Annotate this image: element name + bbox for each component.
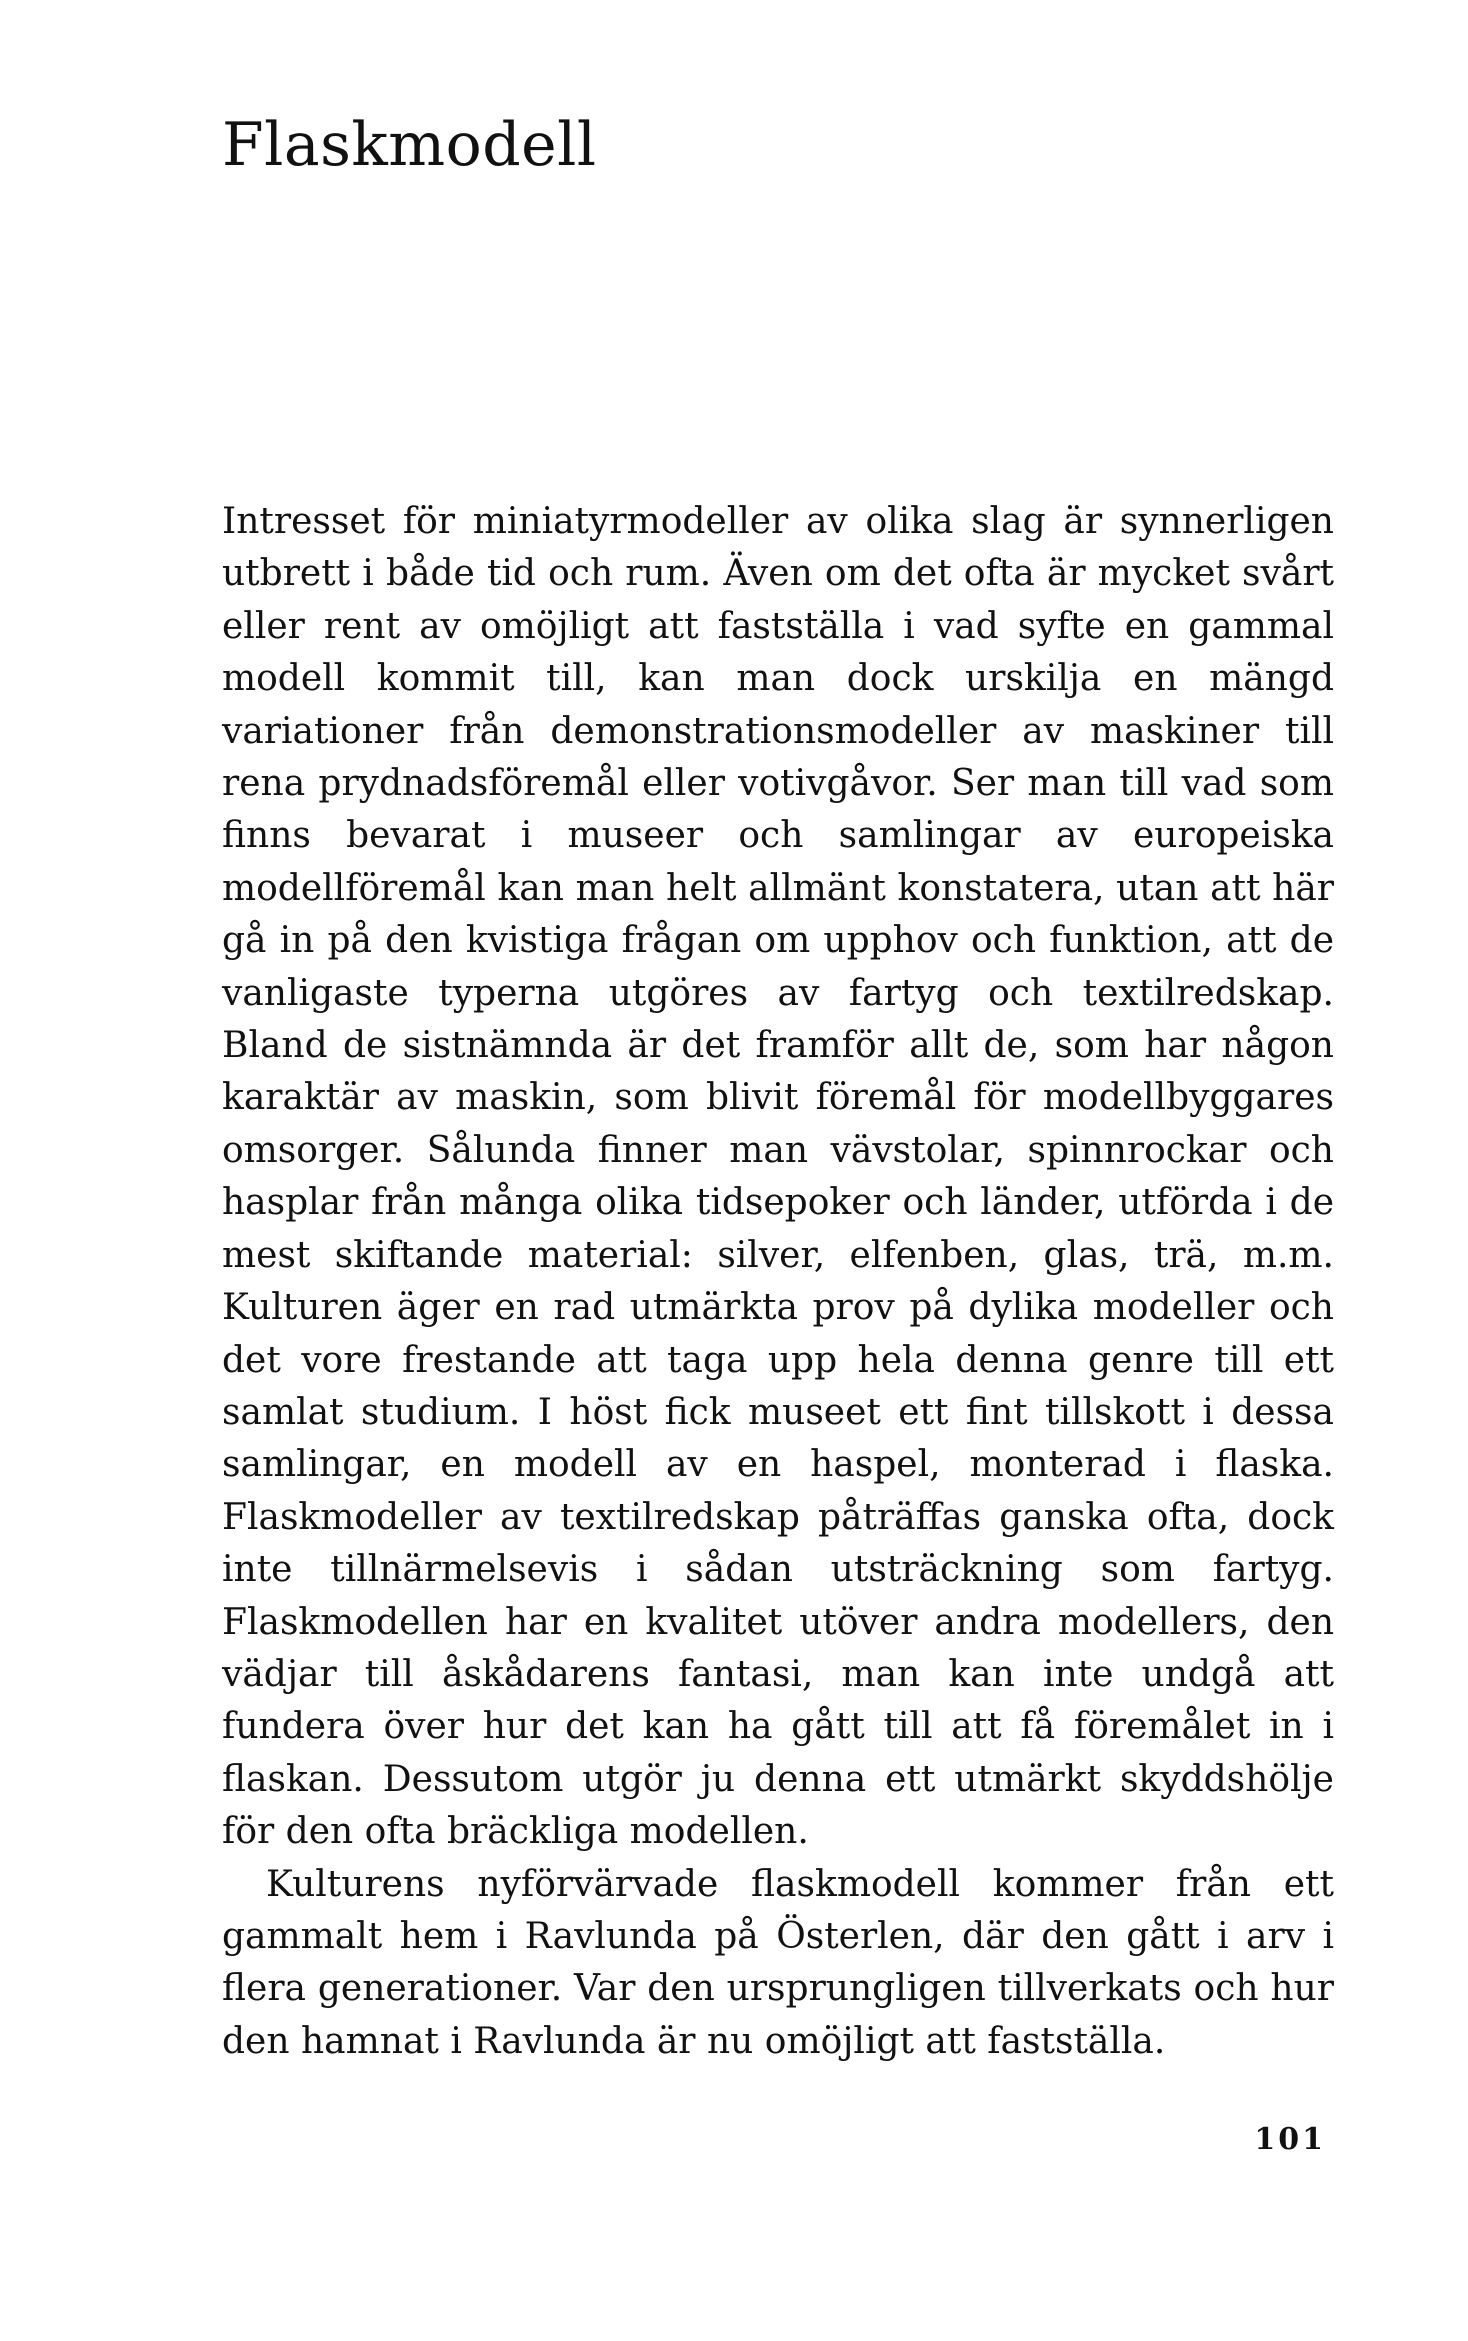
paragraph-1: Intresset för miniatyrmodeller av olika slag är synnerligen utbrett i både tid och rum. Även om det ofta är mycket svårt eller rent av omöjligt att fastställa i vad syfte en gammal modell kommit till, kan man dock urskilja en mängd variationer från demonstrationsmodeller av maskiner till rena prydnadsföremål eller votivgåvor. Ser man till vad som finns bevarat i museer och samlingar av europeiska modellföremål kan man helt allmänt konstatera, utan att här gå in på den kvistiga frågan om upphov och funktion, att de vanligaste typerna utgöres av fartyg och textilredskap. Bland de sistnämnda är det framför allt de, som har någon karaktär av maskin, som blivit föremål för modellbyggares omsorger. Sålunda finner man vävstolar, spinnrockar och hasplar från många olika tidsepoker och länder, utförda i de mest skiftande material: silver, elfenben, glas, trä, m.m. Kulturen äger en rad utmärkta prov på dylika modeller och det vore frestande att taga upp hela denna genre till ett samlat studium. I höst fick museet ett fint tillskott i dessa samlingar, en modell av en haspel, monterad i flaska. Flaskmodeller av textilredskap påträffas ganska ofta, dock inte tillnärmelsevis i sådan utsträckning som fartyg. Flaskmodellen har en kvalitet utöver andra modellers, den vädjar till åskådarens fantasi, man kan inte undgå att fundera över hur det kan ha gått till att få föremålet in i flaskan. Dessutom utgör ju denna ett utmärkt skyddshölje för den ofta bräckliga modellen. <box>222 501 1334 1853</box>
page-number: 101 <box>1254 2122 1326 2157</box>
page-title: Flaskmodell <box>222 110 597 180</box>
paragraph-2: Kulturens nyförvärvade flaskmodell kommer från ett gammalt hem i Ravlunda på Österlen, där den gått i arv i flera generationer. Var den ursprungligen tillverkats och hur den hamnat i Ravlunda är nu omöjligt att fastställa. <box>222 1863 1334 2062</box>
body-text <box>222 496 1334 2068</box>
